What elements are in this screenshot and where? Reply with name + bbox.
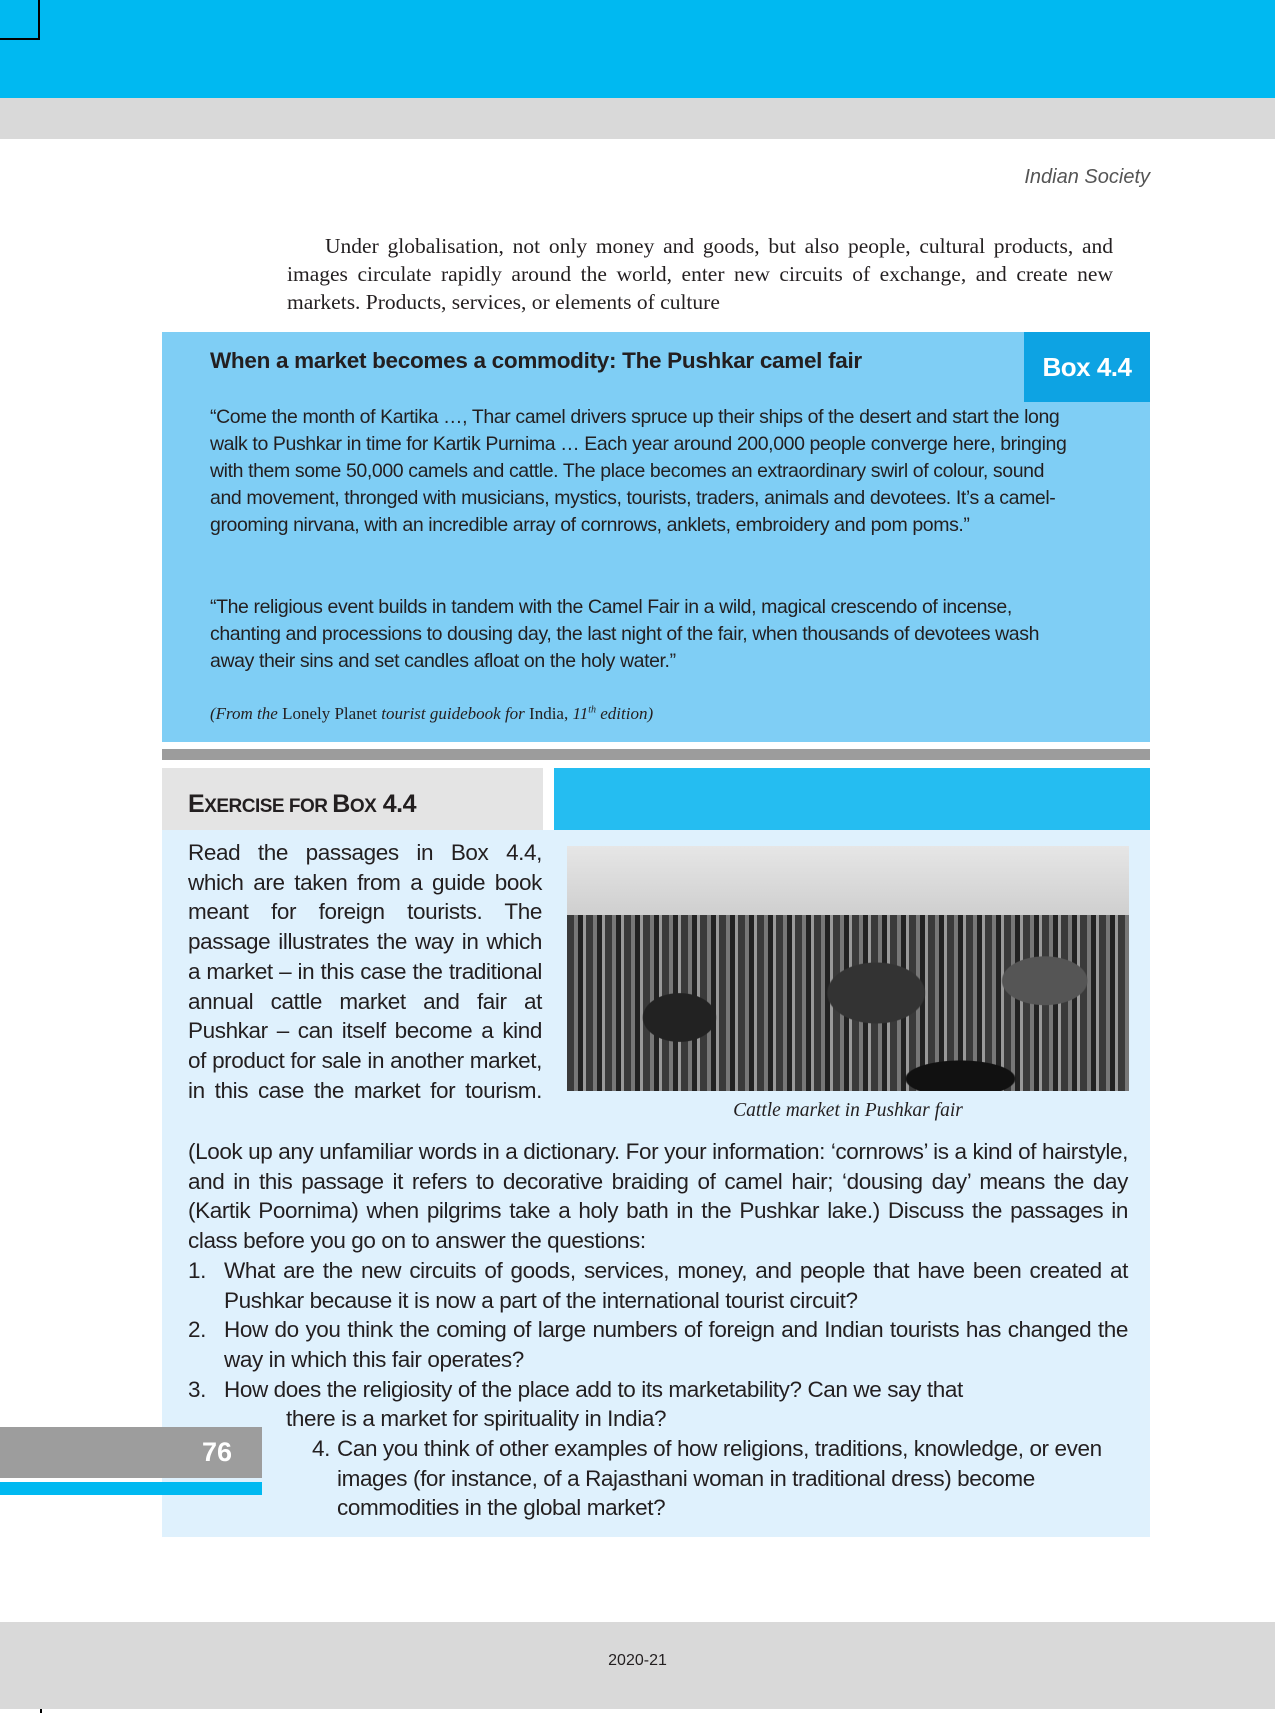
- question-3-continued: there is a market for spirituality in India?: [286, 1406, 667, 1432]
- quote-2: “The religious event builds in tandem with the Camel Fair in a wild, magical crescendo of incense, chanting and processions to dousing day, the last night of the fair, when thousands of devotees wash away their sins and set candles afloat on the holy water.”: [210, 596, 1040, 672]
- photo-caption: Cattle market in Pushkar fair: [733, 1100, 963, 1121]
- top-banner: [0, 0, 1275, 98]
- exercise-header: [162, 768, 543, 830]
- question-1: 1. What are the new circuits of goods, services, money, and people that have been created at Pushkar because it is now a part of the international tourist circuit?: [188, 1257, 1128, 1313]
- page-number-tab: [0, 1427, 262, 1478]
- quote-1: “Come the month of Kartika …, Thar camel drivers spruce up their ships of the desert and start the long walk to Pushkar in time for Kartik Purnima … Each year around 200,000 people converge here, bringing with them some 50,000 camels and cattle. The place becomes an extraordinary swirl of colour, sound and movement, thronged with musicians, mystics, tourists, traders, animals and devotees. It’s a camel-grooming nirvana, with an incredible array of cornrows, anklets, embroidery and pom poms.”: [210, 406, 1067, 536]
- divider-rule: [162, 749, 1150, 760]
- edition-year: 2020-21: [608, 1652, 667, 1669]
- box-title: When a market becomes a commodity: The Pushkar camel fair: [210, 348, 862, 373]
- page-number-accent: [0, 1482, 262, 1495]
- source-citation: (From the Lonely Planet tourist guidebook for India, 11th edition): [210, 704, 654, 723]
- exercise-questions: [188, 1137, 1128, 1523]
- question-2: 2. How do you think the coming of large numbers of foreign and Indian tourists has changed the way in which this fair operates?: [188, 1317, 1128, 1372]
- box-tag: Box 4.4: [1024, 332, 1150, 402]
- question-4: 4. Can you think of other examples of how religions, traditions, knowledge, or even images (for instance, of a Rajasthani woman in traditional dress) become commodities in the global market?: [312, 1436, 1102, 1521]
- question-3: 3. How does the religiosity of the place add to its marketability? Can we say that: [188, 1376, 963, 1402]
- exercise-title: EXERCISE FOR BOX 4.4: [188, 790, 416, 818]
- box-4-4: [162, 332, 1150, 742]
- footer: [0, 1622, 1275, 1709]
- page-number: 76: [201, 1437, 232, 1467]
- pushkar-camel-photo: [567, 846, 1129, 1091]
- running-title: Indian Society: [1024, 166, 1150, 188]
- intro-paragraph: Under globalisation, not only money and goods, but also people, cultural products, and images circulate rapidly around the world, enter new circuits of exchange, and create new markets. Products, services, or elements of culture: [287, 234, 1113, 314]
- exercise-intro: Read the passages in Box 4.4, which are taken from a guide book meant for foreign tourists. The passage illustrates the way in which a market – in this case the traditional annual cattle market and fair at Pushkar – can itself become a kind of product for sale in another market, in this case the market for tourism.: [188, 840, 542, 1103]
- exercise-instructions: (Look up any unfamiliar words in a dictionary. For your information: ‘cornrows’ is a kind of hairstyle, and in this passage it refers to decorative braiding of camel hair; ‘dousing day’ means the day (Kartik Poornima) when pilgrims take a holy bath in the Pushkar lake.) Discuss the passages in class before you go on to answer the questions:: [188, 1139, 1128, 1254]
- exercise-header-accent: [554, 768, 1150, 830]
- crop-mark: [0, 0, 40, 40]
- exercise-box: [162, 830, 1150, 1537]
- header-gray-band: [0, 98, 1275, 139]
